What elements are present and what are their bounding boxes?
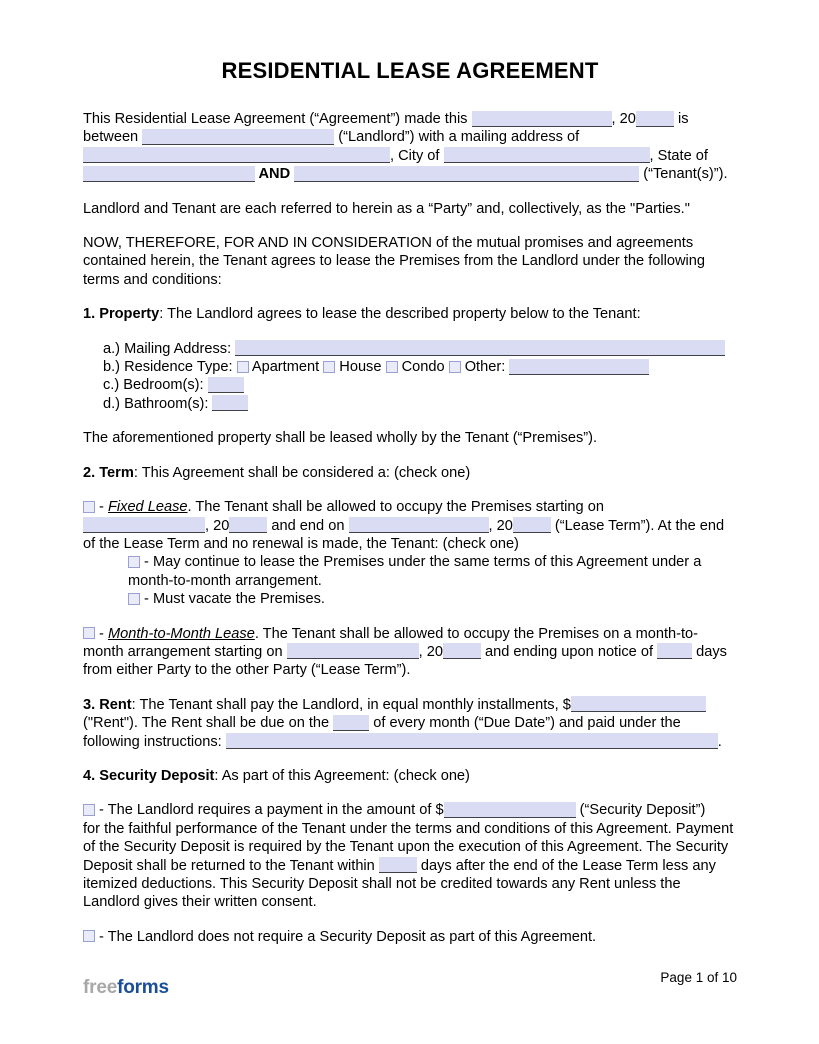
- text-run: (“Tenant(s)”).: [639, 166, 728, 183]
- fixed-start-date-field[interactable]: [83, 517, 205, 533]
- text-run: This Residential Lease Agreement (“Agreement”) made this: [83, 111, 472, 127]
- text-run: c.) Bedroom(s):: [103, 377, 208, 394]
- deposit-required-checkbox[interactable]: [83, 804, 95, 816]
- month-to-month-checkbox[interactable]: [83, 627, 95, 639]
- rent-line-1: [83, 696, 737, 714]
- text-run: - May continue to lease the Premises under the same terms of this Agreement under a month-to-month arrangement.: [128, 554, 702, 589]
- other-residence-field[interactable]: [509, 359, 649, 375]
- section-4-security-deposit-heading: [83, 767, 737, 785]
- bedrooms-field[interactable]: [208, 377, 244, 393]
- text-run: : This Agreement shall be considered a: (check one): [133, 464, 471, 481]
- text-run: 1. Property: [83, 306, 160, 323]
- payment-instructions-field[interactable]: [226, 733, 718, 749]
- no-deposit-checkbox[interactable]: [83, 930, 95, 942]
- page-number: Page 1 of 10: [660, 970, 737, 985]
- fixed-lease-line-3: [83, 535, 737, 553]
- text-run: , 20: [418, 643, 443, 660]
- text-run: , 20: [205, 517, 230, 534]
- text-run: a.) Mailing Address:: [103, 340, 236, 357]
- continue-month-to-month-checkbox[interactable]: [128, 556, 140, 568]
- rent-line-3: [83, 733, 737, 751]
- intro-line-2: [83, 128, 737, 146]
- text-run: between: [83, 129, 143, 146]
- text-run: House: [335, 359, 386, 376]
- text-run: Condo: [397, 359, 449, 376]
- text-run: NOW, THEREFORE, FOR AND IN CONSIDERATION of the mutual promises and agreements contained herein, the Tenant agrees to lease the Premises from the Landlord under the following terms and conditions:: [83, 235, 705, 288]
- text-run: ("Rent"). The Rent shall be due on the: [83, 715, 334, 732]
- page-footer: [83, 965, 737, 997]
- month-to-month-line-2: [83, 643, 737, 661]
- text-run: Apartment: [248, 359, 324, 376]
- premises-paragraph: [83, 429, 737, 447]
- text-run: Landlord and Tenant are each referred to herein as a “Party” and, collectively, as the "Parties.": [83, 200, 690, 217]
- month-to-month-line-1: [83, 625, 737, 643]
- text-run: from either Party to the other Party (“Lease Term”).: [83, 662, 411, 679]
- rent-line-2: [83, 714, 737, 732]
- fixed-lease-line-1: [83, 498, 737, 516]
- fixed-option-vacate: [83, 590, 737, 608]
- must-vacate-checkbox[interactable]: [128, 593, 140, 605]
- agreement-year-field[interactable]: [636, 111, 674, 127]
- intro-line-4: [83, 165, 737, 183]
- text-run: . The Tenant shall be allowed to occupy the Premises on a month-to-: [254, 625, 699, 642]
- text-run: days after the end of the Lease Term less any itemized deductions. This Security Deposit shall not be credited towards any Rent unless the Landlord gives their written consent.: [83, 857, 716, 911]
- other-residence-checkbox[interactable]: [449, 361, 461, 373]
- text-run: : The Tenant shall pay the Landlord, in equal monthly installments, $: [131, 696, 571, 713]
- property-item-c: [83, 376, 737, 394]
- text-run: : The Landlord agrees to lease the described property below to the Tenant:: [159, 306, 641, 323]
- text-run: .: [717, 733, 722, 750]
- text-run: Month-to-Month Lease: [107, 625, 255, 642]
- rent-amount-field[interactable]: [571, 696, 706, 712]
- fixed-end-year-field[interactable]: [513, 517, 551, 533]
- text-run: and end on: [267, 517, 349, 534]
- text-run: -: [95, 625, 108, 642]
- text-run: (“Landlord”) with a mailing address of: [334, 129, 580, 146]
- deposit-required-body: [83, 820, 737, 912]
- text-run: AND: [255, 166, 295, 183]
- text-run: of the Lease Term and no renewal is made, the Tenant: (check one): [83, 535, 519, 552]
- text-run: 2. Term: [83, 464, 134, 481]
- month-to-month-line-3: [83, 661, 737, 679]
- m2m-notice-days-field[interactable]: [657, 643, 692, 659]
- property-item-d: [83, 395, 737, 413]
- text-run: , State of: [649, 147, 708, 164]
- fixed-option-continue: [83, 553, 737, 590]
- intro-line-3: [83, 147, 737, 165]
- deposit-amount-field[interactable]: [444, 802, 576, 818]
- rent-due-day-field[interactable]: [333, 715, 369, 731]
- text-run: , 20: [488, 517, 513, 534]
- text-run: The aforementioned property shall be leased wholly by the Tenant (“Premises”).: [83, 430, 598, 447]
- document-body: [83, 110, 737, 946]
- text-run: d.) Bathroom(s):: [103, 395, 213, 412]
- text-run: (“Security Deposit”): [575, 802, 706, 819]
- text-run: and ending upon notice of: [480, 643, 658, 660]
- intro-line-1: [83, 110, 737, 128]
- text-run: days: [692, 643, 727, 660]
- text-run: for the faithful performance of the Tenant under the terms and conditions of this Agreement. Payment of the Security Deposit is required by the Tenant upon the execution of this Agreement. The Security Deposit shall be returned to the Tenant within: [83, 820, 734, 874]
- section-1-property-heading: [83, 305, 737, 323]
- text-run: , City of: [390, 147, 444, 164]
- text-run: - The Landlord does not require a Security Deposit as part of this Agreement.: [95, 928, 597, 945]
- text-run: 4. Security Deposit: [83, 767, 215, 784]
- m2m-start-date-field[interactable]: [287, 643, 419, 659]
- parties-paragraph: [83, 200, 737, 218]
- property-item-b: [83, 358, 737, 376]
- text-run: - Must vacate the Premises.: [140, 591, 325, 608]
- fixed-lease-line-2: [83, 517, 737, 535]
- freeforms-logo[interactable]: [83, 978, 169, 997]
- logo-forms-text: forms: [117, 977, 169, 998]
- page-title: RESIDENTIAL LEASE AGREEMENT: [221, 58, 599, 83]
- fixed-lease-checkbox[interactable]: [83, 501, 95, 513]
- text-run: b.) Residence Type:: [103, 359, 237, 376]
- deposit-return-days-field[interactable]: [379, 857, 417, 873]
- text-run: of every month (“Due Date”) and paid under the: [369, 715, 681, 732]
- text-run: month arrangement starting on: [83, 643, 287, 660]
- text-run: -: [95, 499, 108, 516]
- text-run: 3. Rent: [83, 696, 132, 713]
- property-item-a: [83, 340, 737, 358]
- agreement-day-field[interactable]: [472, 111, 612, 127]
- house-checkbox[interactable]: [323, 361, 335, 373]
- m2m-start-year-field[interactable]: [443, 643, 481, 659]
- text-run: Other:: [460, 359, 510, 376]
- text-run: : As part of this Agreement: (check one): [214, 767, 470, 784]
- fixed-start-year-field[interactable]: [229, 517, 267, 533]
- tenant-names-field[interactable]: [294, 166, 639, 182]
- text-run: (“Lease Term”). At the end: [550, 517, 725, 534]
- section-2-term-heading: [83, 464, 737, 482]
- apartment-checkbox[interactable]: [237, 361, 249, 373]
- text-run: , 20: [611, 111, 636, 127]
- text-run: . The Tenant shall be allowed to occupy the Premises starting on: [187, 499, 604, 516]
- bathrooms-field[interactable]: [212, 395, 248, 411]
- text-run: following instructions:: [83, 733, 226, 750]
- text-run: is: [673, 111, 689, 127]
- text-run: - The Landlord requires a payment in the amount of $: [95, 802, 444, 819]
- mailing-address-field[interactable]: [235, 340, 725, 356]
- no-deposit-line: [83, 928, 737, 946]
- deposit-required-line-1: [83, 801, 737, 819]
- landlord-mailing-address-field[interactable]: [83, 147, 390, 163]
- condo-checkbox[interactable]: [386, 361, 398, 373]
- logo-free-text: free: [83, 977, 118, 998]
- landlord-city-field[interactable]: [444, 147, 650, 163]
- landlord-name-field[interactable]: [142, 129, 334, 145]
- landlord-state-field[interactable]: [83, 166, 255, 182]
- fixed-end-date-field[interactable]: [349, 517, 489, 533]
- consideration-paragraph: [83, 234, 737, 289]
- text-run: Fixed Lease: [107, 499, 188, 516]
